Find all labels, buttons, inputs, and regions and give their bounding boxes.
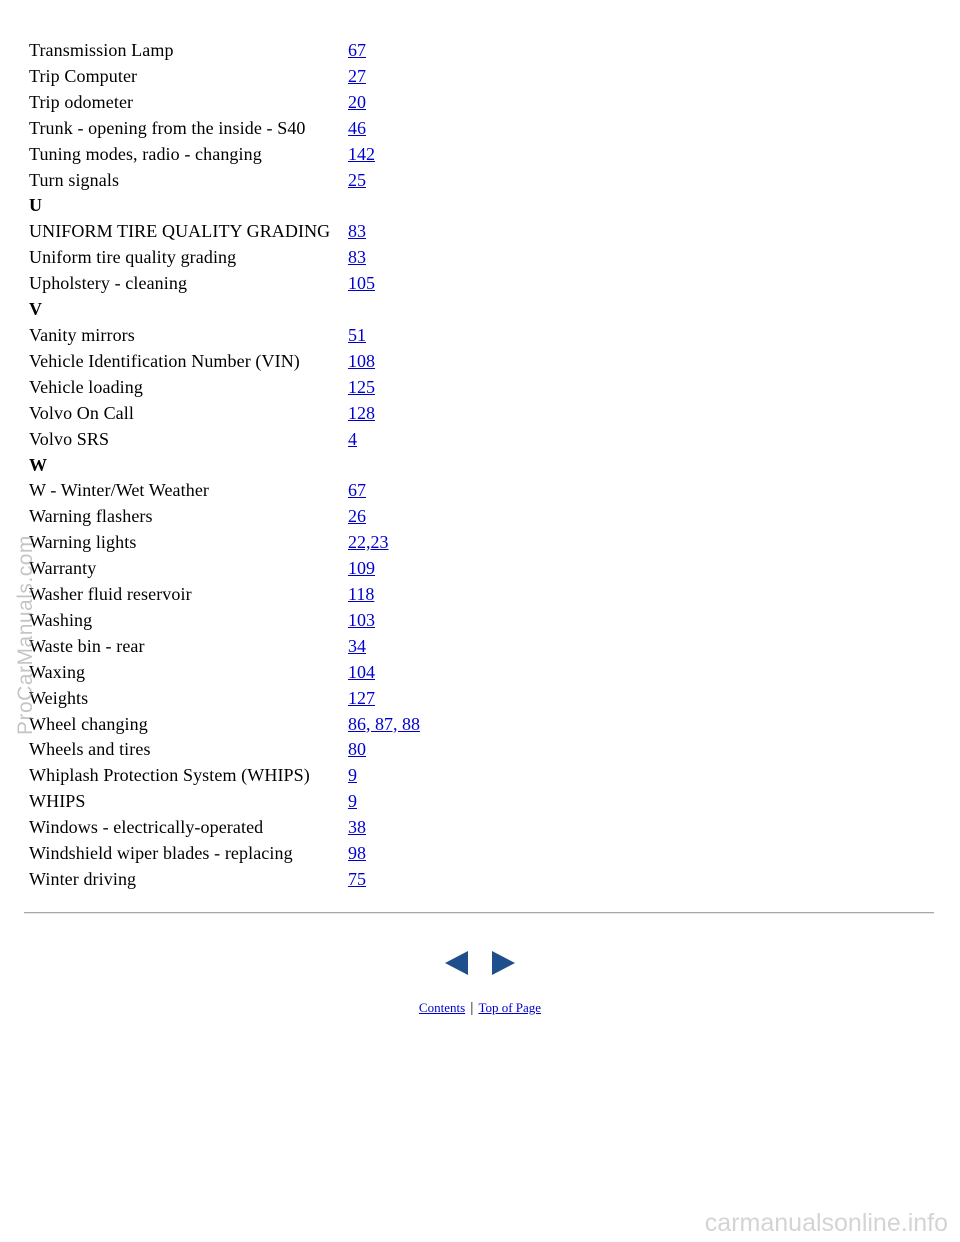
page-link[interactable]: 26 [348,506,366,527]
page-link[interactable]: 67 [348,40,366,60]
page-reference-cell [348,38,420,64]
index-entry-row [29,245,420,271]
index-entry-row [29,271,420,297]
page-reference-cell [348,116,420,142]
index-entry-row [29,349,420,375]
index-term: WHIPS [29,791,86,812]
page-link[interactable]: 4 [348,428,357,449]
page-reference-cell [348,90,420,116]
page-reference-cell [348,686,420,712]
index-term: Transmission Lamp [29,40,174,60]
page-link[interactable]: 27 [348,65,366,86]
section-letter: U [29,195,42,216]
index-term: Warranty [29,558,97,579]
link-separator: | [470,1000,474,1016]
page-link[interactable]: 51 [348,324,366,345]
index-entry-row [29,686,420,712]
page-link[interactable]: 46 [348,117,366,138]
index-term: Wheels and tires [29,739,151,760]
page-link[interactable]: 118 [348,584,375,605]
index-term: Winter driving [29,869,137,889]
index-term: Turn signals [29,169,120,190]
index-term: Washing [29,609,93,630]
index-entry-row [29,427,420,453]
page-reference-cell [348,349,420,375]
page-link[interactable]: 142 [348,143,375,164]
index-entry-row [29,64,420,90]
horizontal-divider [24,912,934,914]
index-term: Warning flashers [29,506,153,527]
index-term: Vehicle Identification Number (VIN) [29,350,300,371]
index-term: UNIFORM TIRE QUALITY GRADING [29,221,331,242]
index-term: Whiplash Protection System (WHIPS) [29,765,310,786]
page-link[interactable]: 128 [348,402,375,423]
contents-link[interactable]: Contents [418,1000,466,1015]
page-reference-cell [348,427,420,453]
page-link[interactable]: 75 [348,869,366,889]
page-reference-cell [348,763,420,789]
page-link[interactable]: 109 [348,558,375,579]
page-reference-cell [348,712,420,738]
index-term: Tuning modes, radio - changing [29,143,262,164]
page-link[interactable]: 125 [348,376,375,397]
section-letter: V [29,299,42,320]
index-entry-row [29,90,420,116]
page-link[interactable]: 34 [348,635,366,656]
page-link[interactable]: 9 [348,765,357,786]
index-term: Vanity mirrors [29,324,135,345]
page-link[interactable]: 108 [348,350,375,371]
index-entry-row [29,168,420,194]
index-entry-row [29,142,420,168]
section-letter-row [29,453,420,479]
index-entry-row [29,841,420,867]
page-reference-cell [348,245,420,271]
page-link[interactable]: 98 [348,843,366,864]
next-page-button[interactable] [490,950,516,976]
index-entry-row [29,504,420,530]
index-term: Windows - electrically-operated [29,817,264,838]
index-entry-row [29,815,420,841]
page-reference-cell [348,530,420,556]
index-entry-row [29,712,420,738]
index-entry-row [29,582,420,608]
index-term: Volvo On Call [29,402,134,423]
page-link[interactable]: 22,23 [348,532,389,553]
page-link[interactable]: 86, 87, 88 [348,713,420,734]
index-table [29,38,420,893]
page-link[interactable]: 25 [348,169,366,190]
index-entry-row [29,323,420,349]
index-body [29,38,420,893]
index-entry-row [29,38,420,64]
page-reference-cell [348,660,420,686]
corner-watermark: carmanualsonline.info [704,1209,948,1237]
page-link[interactable]: 38 [348,817,366,838]
page-link[interactable]: 67 [348,480,366,501]
index-term: Washer fluid reservoir [29,584,192,605]
index-entry-row [29,789,420,815]
index-term: Uniform tire quality grading [29,247,237,268]
page-reference-cell [348,634,420,660]
index-term: Waxing [29,661,86,682]
index-term: W - Winter/Wet Weather [29,480,210,501]
page-reference-cell [348,841,420,867]
index-entry-row [29,530,420,556]
page-reference-cell [348,375,420,401]
index-term: Windshield wiper blades - replacing [29,843,293,864]
page-reference-cell [348,168,420,194]
page-reference-cell [348,142,420,168]
page-reference-cell [348,737,420,763]
index-entry-row [29,867,420,893]
page-reference-cell [348,608,420,634]
index-entry-row [29,660,420,686]
page-link[interactable]: 127 [348,687,375,708]
page-link[interactable]: 20 [348,91,366,112]
page-link[interactable]: 83 [348,221,366,242]
right-arrow-icon [490,950,516,976]
page-link[interactable]: 80 [348,739,366,760]
page-link[interactable]: 9 [348,791,357,812]
page-reference-cell [348,219,420,245]
index-entry-row [29,763,420,789]
index-term: Weights [29,687,89,708]
page-link[interactable]: 83 [348,247,366,268]
index-entry-row [29,608,420,634]
index-term: Trunk - opening from the inside - S40 [29,117,306,138]
page-reference-cell [348,582,420,608]
page-reference-cell [348,789,420,815]
section-letter-row [29,193,420,219]
page-reference-cell [348,323,420,349]
index-term: Trip odometer [29,91,134,112]
index-entry-row [29,401,420,427]
page-reference-cell [348,64,420,90]
page-reference-cell [348,478,420,504]
page-navigation [444,950,516,976]
index-term: Trip Computer [29,65,138,86]
index-entry-row [29,116,420,142]
page-reference-cell [348,867,420,893]
section-letter: W [29,454,47,475]
index-term: Waste bin - rear [29,635,145,656]
index-entry-row [29,478,420,504]
index-entry-row [29,556,420,582]
index-entry-row [29,219,420,245]
top-of-page-link[interactable]: Top of Page [478,1000,542,1015]
index-entry-row [29,634,420,660]
page-reference-cell [348,556,420,582]
index-term: Volvo SRS [29,428,110,449]
previous-page-button[interactable] [444,950,470,976]
page-link[interactable]: 104 [348,661,375,682]
index-entry-row [29,737,420,763]
footer-links [0,1000,960,1017]
index-term: Wheel changing [29,713,148,734]
side-watermark: ProCarManuals.com [14,535,37,735]
page-reference-cell [348,401,420,427]
page-reference-cell [348,815,420,841]
index-entry-row [29,375,420,401]
page-link[interactable]: 105 [348,273,375,294]
page-link[interactable]: 103 [348,609,375,630]
index-term: Warning lights [29,532,137,553]
page-reference-cell [348,271,420,297]
index-term: Vehicle loading [29,376,143,397]
page-reference-cell [348,504,420,530]
index-term: Upholstery - cleaning [29,273,188,294]
section-letter-row [29,297,420,323]
left-arrow-icon [444,950,470,976]
